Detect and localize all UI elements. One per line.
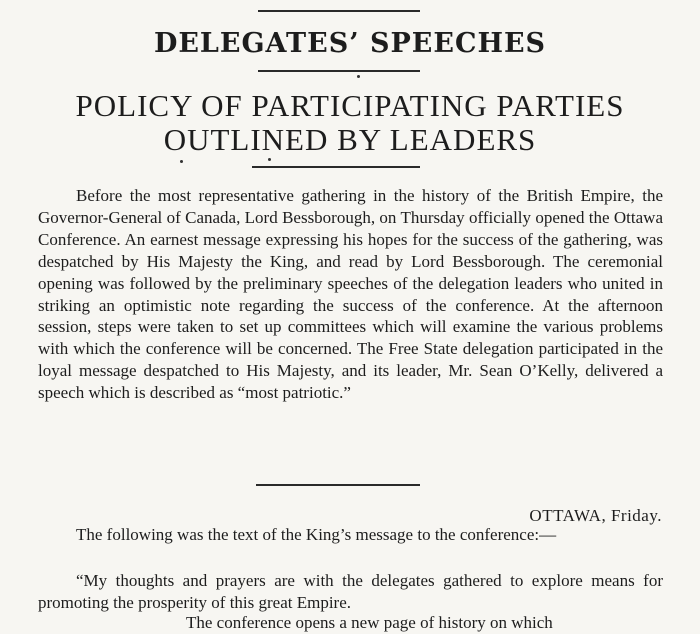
headline: DELEGATES’ SPEECHES bbox=[153, 28, 547, 59]
lead-paragraph: Before the most representative gathering in the history of the British Empire, the Governor-General of Canada, Lord Bessborough, on Thursday officially opened the Ottawa Conference. An earnest message expressing his hopes for the success of the gathering, was despatched by His Majesty the King, and read by Lord Bessborough. The ceremonial opening was followed by the preliminary speeches of the delegation leaders who united in striking an optimistic note regarding the success of the conference. At the afternoon session, steps were taken to set up committees which will examine the various problems with which the conference will be concerned. The Free State delegation participated in the loyal message despatched to His Majesty, and its leader, Mr. Sean O’Kelly, delivered a speech which is described as “most patriotic.” bbox=[38, 186, 663, 403]
section-divider bbox=[256, 484, 420, 486]
ornament-dot bbox=[180, 160, 183, 163]
ornament-dot bbox=[268, 158, 271, 161]
ornament-dot bbox=[357, 75, 360, 78]
subheadline-line-1: POLICY OF PARTICIPATING PARTIES bbox=[75, 88, 625, 123]
dateline: OTTAWA, Friday. bbox=[529, 506, 662, 525]
top-rule bbox=[258, 10, 420, 12]
headline-rule bbox=[258, 70, 420, 72]
kings-message-intro: The following was the text of the King’s message to the conference:— bbox=[76, 525, 557, 544]
kings-message-continued: The conference opens a new page of history on which bbox=[186, 613, 553, 632]
kings-message-quote: “My thoughts and prayers are with the delegates gathered to explore means for promoting the prosperity of this great Empire. bbox=[38, 571, 663, 612]
subheadline-rule bbox=[252, 166, 420, 168]
subheadline-line-2: OUTLINED BY LEADERS bbox=[163, 122, 537, 157]
